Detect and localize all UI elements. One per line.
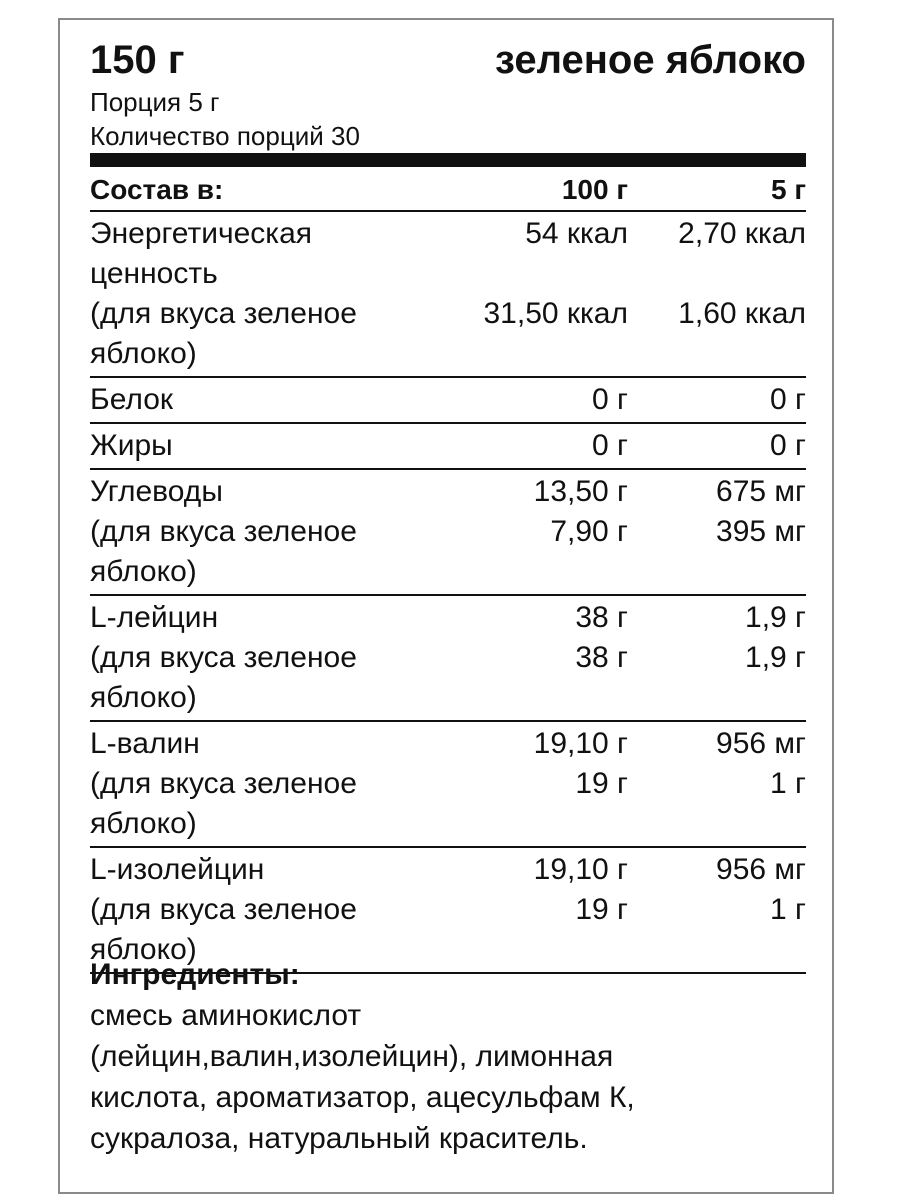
table-row-line — [90, 724, 806, 764]
label-header — [90, 36, 806, 156]
value-per-100g: 7,90 г — [550, 515, 628, 548]
value-per-100g: 19,10 г — [533, 727, 628, 760]
table-row-line — [90, 472, 806, 512]
table-row — [90, 596, 806, 722]
table-row — [90, 424, 806, 470]
value-per-100g: 13,50 г — [533, 475, 628, 508]
nutrient-name: L-изолейцин — [90, 853, 265, 886]
net-weight: 150 г — [90, 38, 185, 82]
nutrient-name: яблоко) — [90, 933, 197, 966]
header-composition: Состав в: — [90, 174, 224, 205]
nutrient-name: яблоко) — [90, 337, 197, 370]
nutrient-name: Белок — [90, 383, 174, 416]
value-per-5g: 395 мг — [716, 515, 806, 548]
value-per-5g: 1 г — [770, 767, 806, 800]
nutrient-name: яблоко) — [90, 555, 197, 588]
nutrient-name: яблоко) — [90, 807, 197, 840]
table-row-line — [90, 850, 806, 890]
header-per-5g: 5 г — [770, 174, 806, 205]
table-row-line — [90, 380, 806, 420]
servings-count: Количество порций 30 — [90, 121, 360, 151]
table-header-row — [90, 170, 806, 212]
nutrient-name: Углеводы — [90, 475, 223, 508]
value-per-5g: 2,70 ккал — [678, 217, 806, 250]
table-row — [90, 470, 806, 596]
table-row-line — [90, 552, 806, 592]
table-row-line — [90, 254, 806, 294]
value-per-5g: 1 г — [770, 893, 806, 926]
value-per-100g: 19 г — [575, 767, 628, 800]
ingredients-section — [90, 954, 806, 1159]
flavor-title: зеленое яблоко — [495, 38, 806, 82]
nutrient-name: Энергетическая — [90, 217, 312, 250]
table-row-line — [90, 426, 806, 466]
nutrient-name: ценность — [90, 257, 218, 290]
value-per-100g: 19,10 г — [533, 853, 628, 886]
nutrient-name: L-лейцин — [90, 601, 219, 634]
value-per-5g: 956 мг — [716, 853, 806, 886]
value-per-100g: 54 ккал — [525, 217, 628, 250]
value-per-5g: 956 мг — [716, 727, 806, 760]
table-row-line — [90, 890, 806, 930]
table-row-line — [90, 638, 806, 678]
ingredients-text: смесь аминокислот (лейцин,валин,изолейцин), лимонная кислота, ароматизатор, ацесульфам К, сукралоза, натуральный краситель. — [90, 999, 635, 1155]
nutrient-name: Жиры — [90, 429, 173, 462]
value-per-5g: 0 г — [770, 383, 806, 416]
value-per-5g: 675 мг — [716, 475, 806, 508]
nutrient-name: (для вкуса зеленое — [90, 515, 357, 548]
nutrient-name: (для вкуса зеленое — [90, 893, 357, 926]
value-per-100g: 0 г — [592, 383, 628, 416]
value-per-100g: 38 г — [575, 601, 628, 634]
table-row — [90, 378, 806, 424]
value-per-5g: 0 г — [770, 429, 806, 462]
nutrition-table — [90, 170, 806, 974]
nutrient-name: (для вкуса зеленое — [90, 641, 357, 674]
table-row-line — [90, 334, 806, 374]
table-row-line — [90, 804, 806, 844]
table-header-line — [90, 172, 806, 208]
table-row — [90, 212, 806, 378]
table-row-line — [90, 598, 806, 638]
nutrient-name: L-валин — [90, 727, 200, 760]
table-row-line — [90, 678, 806, 718]
table-row-line — [90, 512, 806, 552]
value-per-100g: 38 г — [575, 641, 628, 674]
value-per-100g: 31,50 ккал — [483, 297, 628, 330]
value-per-5g: 1,9 г — [745, 641, 806, 674]
value-per-5g: 1,9 г — [745, 601, 806, 634]
value-per-100g: 0 г — [592, 429, 628, 462]
table-row-line — [90, 764, 806, 804]
header-per-100g: 100 г — [561, 174, 628, 205]
ingredients-title: Ингредиенты: — [90, 958, 300, 991]
thick-divider — [90, 153, 806, 167]
nutrient-name: яблоко) — [90, 681, 197, 714]
table-row-line — [90, 214, 806, 254]
serving-size: Порция 5 г — [90, 87, 220, 117]
value-per-100g: 19 г — [575, 893, 628, 926]
table-row-line — [90, 294, 806, 334]
value-per-5g: 1,60 ккал — [678, 297, 806, 330]
table-row — [90, 722, 806, 848]
nutrient-name: (для вкуса зеленое — [90, 297, 357, 330]
nutrient-name: (для вкуса зеленое — [90, 767, 357, 800]
